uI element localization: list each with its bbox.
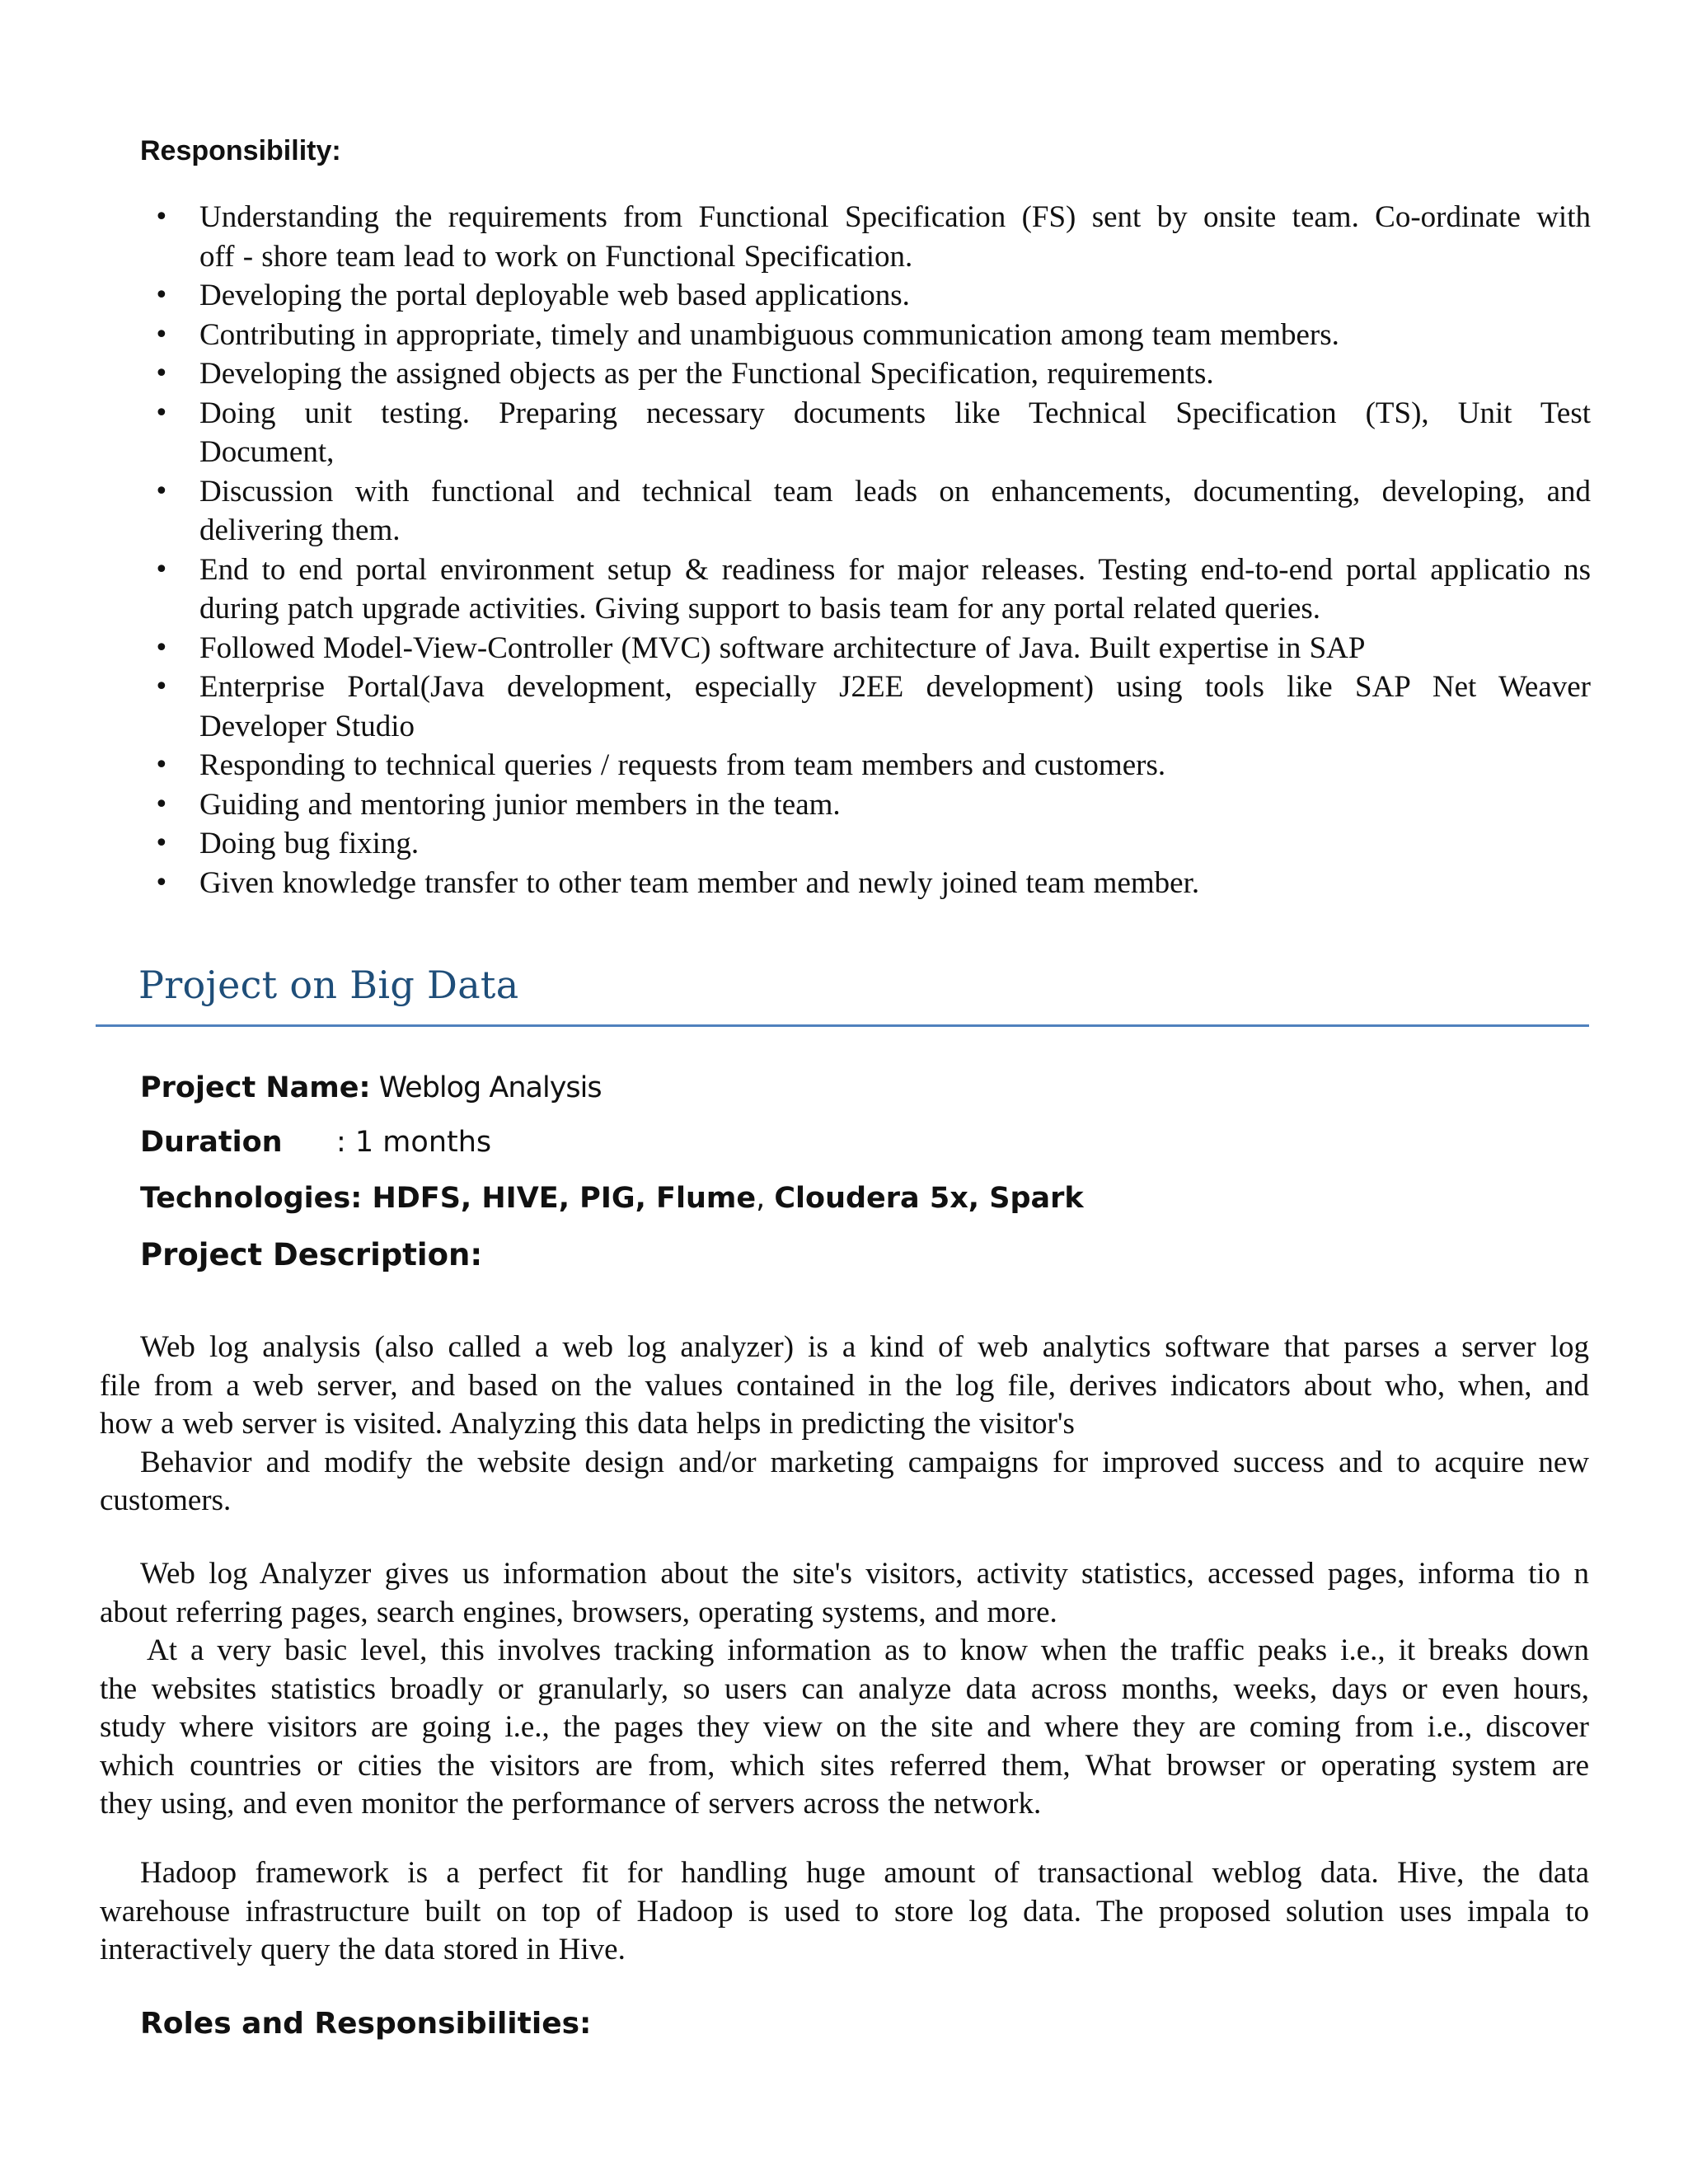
project-description-heading: Project Description:	[140, 1237, 483, 1272]
responsibility-list	[140, 198, 1591, 902]
bullet-icon: •	[154, 751, 169, 780]
project-name-label: Project Name:	[140, 1071, 371, 1104]
list-item-line: Followed Model-View-Controller (MVC) software architecture of Java. Built expertise in SAP	[199, 630, 1366, 665]
technologies-separator: ,	[756, 1182, 775, 1215]
list-item-line: delivering them.	[199, 513, 401, 547]
project-name-line	[140, 1070, 602, 1106]
list-item-line: Guiding and mentoring junior members in the team.	[199, 787, 841, 822]
bullet-icon: •	[154, 320, 169, 349]
bullet-icon: •	[154, 398, 169, 428]
list-item	[140, 785, 1591, 825]
bullet-icon: •	[154, 476, 169, 506]
paragraph-line	[100, 1329, 1589, 1367]
list-item	[140, 354, 1591, 394]
paragraph-line: file from a web server, and based on the values contained in the log file, derives indicators about who, when, and	[100, 1368, 1589, 1403]
list-item-line: Doing bug fixing.	[199, 827, 420, 860]
bullet-icon: •	[154, 281, 169, 310]
list-item	[140, 276, 1591, 316]
technologies-value-secondary: Cloudera 5x, Spark	[774, 1182, 1084, 1215]
paragraph-line: study where visitors are going i.e., the pages they view on the site and where they are coming from i.e., discover	[100, 1710, 1589, 1744]
project-name-value: Weblog Analysis	[370, 1071, 602, 1104]
bullet-icon: •	[154, 633, 169, 663]
list-item-line: Responding to technical queries / requests from team members and customers.	[199, 748, 1166, 782]
description-paragraph-3	[100, 1854, 1589, 1970]
list-item	[140, 198, 1591, 276]
list-item	[140, 551, 1591, 629]
paragraph-line: which countries or cities the visitors are from, which sites referred them, What browser or operating system are	[100, 1748, 1589, 1783]
roles-heading: Roles and Responsibilities:	[140, 2007, 592, 2041]
duration-value: : 1 months	[336, 1126, 492, 1159]
section-title: Project on Big Data	[138, 963, 519, 1007]
list-item	[140, 824, 1591, 864]
paragraph-line-text: Web log analysis (also called a web log analyzer) is a kind of web analytics software that parses a server log	[140, 1330, 1589, 1364]
list-item-line: Developer Studio	[199, 709, 415, 743]
technologies-line	[140, 1180, 1084, 1216]
list-item-line: Enterprise Portal(Java development, especially J2EE development) using tools like SAP Net Weaver	[199, 670, 1591, 704]
list-item-line: Document,	[199, 435, 335, 469]
list-item	[140, 394, 1591, 472]
list-item	[140, 668, 1591, 746]
duration-label: Duration	[140, 1126, 283, 1159]
paragraph-line: how a web server is visited. Analyzing this data helps in predicting the visitor's	[100, 1407, 1075, 1441]
paragraph-line: interactively query the data stored in Hive.	[100, 1933, 626, 1966]
paragraph-line: they using, and even monitor the performance of servers across the network.	[100, 1787, 1042, 1821]
paragraph-line	[100, 1632, 1589, 1671]
list-item-line: Contributing in appropriate, timely and unambiguous communication among team members.	[199, 317, 1339, 352]
bullet-icon: •	[154, 359, 169, 388]
bullet-icon: •	[154, 790, 169, 819]
technologies-value-primary: HDFS, HIVE, PIG, Flume	[372, 1182, 757, 1215]
bullet-icon: •	[154, 829, 169, 858]
paragraph-line: about referring pages, search engines, browsers, operating systems, and more.	[100, 1595, 1057, 1629]
list-item-line: Given knowledge transfer to other team member and newly joined team member.	[199, 865, 1200, 900]
bullet-icon: •	[154, 203, 169, 232]
list-item	[140, 316, 1591, 355]
list-item-line: Developing the assigned objects as per the Functional Specification, requirements.	[199, 357, 1214, 391]
paragraph-line-text: At a very basic level, this involves tracking information as to know when the traffic peaks i.e., it breaks down	[147, 1633, 1589, 1667]
list-item-line: Doing unit testing. Preparing necessary documents like Technical Specification (TS), Unit Test	[199, 396, 1591, 430]
paragraph-line	[100, 1854, 1589, 1893]
bullet-icon: •	[154, 673, 169, 701]
description-paragraph-2	[100, 1555, 1589, 1824]
duration-line	[140, 1124, 492, 1160]
list-item-line: Discussion with functional and technical team leads on enhancements, documenting, developing, and	[199, 474, 1591, 509]
list-item	[140, 472, 1591, 551]
section-divider	[96, 1024, 1589, 1027]
responsibility-heading: Responsibility:	[140, 135, 341, 166]
paragraph-line-text: Web log Analyzer gives us information about the site's visitors, activity statistics, accessed pages, informa tio n	[140, 1557, 1589, 1591]
description-paragraph-1	[100, 1329, 1589, 1521]
technologies-label: Technologies:	[140, 1182, 373, 1215]
paragraph-line: warehouse infrastructure built on top of Hadoop is used to store log data. The proposed solution uses impala to	[100, 1894, 1589, 1929]
list-item	[140, 629, 1591, 668]
list-item-line: Developing the portal deployable web based applications.	[199, 279, 910, 312]
paragraph-line-text: Behavior and modify the website design and/or marketing campaigns for improved success and to acquire new	[140, 1445, 1589, 1479]
list-item-line: off - shore team lead to work on Functional Specification.	[199, 239, 913, 274]
list-item-line: during patch upgrade activities. Giving support to basis team for any portal related queries.	[199, 592, 1321, 626]
bullet-icon: •	[154, 555, 169, 584]
paragraph-line	[100, 1555, 1589, 1594]
list-item	[140, 864, 1591, 903]
paragraph-line: the websites statistics broadly or granularly, so users can analyze data across months, weeks, days or even hours,	[100, 1671, 1589, 1706]
list-item-line: End to end portal environment setup & readiness for major releases. Testing end-to-end portal applicatio ns	[199, 552, 1591, 587]
paragraph-line	[100, 1444, 1589, 1483]
paragraph-line: customers.	[100, 1483, 232, 1517]
list-item-line: Understanding the requirements from Functional Specification (FS) sent by onsite team. Co-ordinate with	[199, 200, 1591, 234]
bullet-icon: •	[154, 868, 169, 898]
list-item	[140, 746, 1591, 785]
paragraph-line-text: Hadoop framework is a perfect fit for handling huge amount of transactional weblog data. Hive, the data	[140, 1856, 1589, 1890]
